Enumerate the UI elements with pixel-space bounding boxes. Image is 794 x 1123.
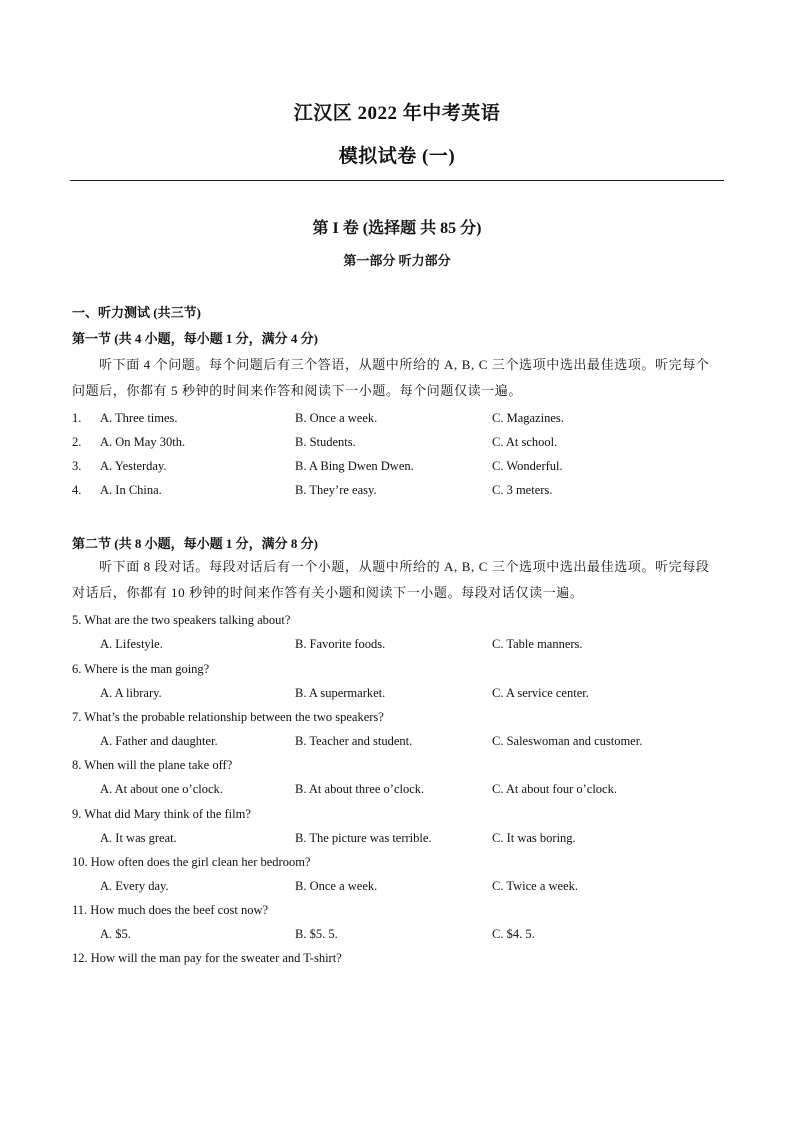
- option-c: C. A service center.: [492, 686, 589, 700]
- options-row: [72, 782, 732, 806]
- options-row: [72, 686, 732, 710]
- question-row: [72, 411, 732, 435]
- option-c: C. 3 meters.: [492, 483, 553, 497]
- option-b: B. Once a week.: [295, 879, 378, 893]
- option-a: A. At about one o’clock.: [100, 782, 223, 796]
- question-stem: 11. How much does the beef cost now?: [72, 903, 269, 917]
- option-b: B. They’re easy.: [295, 483, 377, 497]
- question-stem: 9. What did Mary think of the film?: [72, 807, 251, 821]
- option-c: C. Table manners.: [492, 637, 583, 651]
- options-row: [72, 637, 732, 661]
- part-title: 第一部分 听力部分: [343, 253, 451, 268]
- option-c: C. Saleswoman and customer.: [492, 734, 643, 748]
- question-number: 4.: [72, 483, 82, 497]
- question-stem: 5. What are the two speakers talking about?: [72, 613, 291, 627]
- exam-title-line2: 模拟试卷 (一): [338, 146, 456, 167]
- option-b: B. $5. 5.: [295, 927, 338, 941]
- option-b: B. The picture was terrible.: [295, 831, 432, 845]
- question-stem: 7. What’s the probable relationship between the two speakers?: [72, 710, 384, 724]
- option-a: A. In China.: [100, 483, 162, 497]
- section2-instructions: 听下面 8 段对话。每段对话后有一个小题，从题中所给的 A, B, C 三个选项中选出最佳选项。听完每段对话后，你都有 10 秒钟的时间来作答有关小题和阅读下一小题。每段对话仅读一遍。: [72, 559, 710, 600]
- options-row: [72, 927, 732, 951]
- options-row: [72, 734, 732, 758]
- exam-title-line1: 江汉区 2022 年中考英语: [293, 103, 501, 124]
- options-row: [72, 879, 732, 903]
- title-divider: [70, 180, 724, 181]
- option-a: A. $5.: [100, 927, 131, 941]
- question-number: 2.: [72, 435, 82, 449]
- question-row: [72, 483, 732, 507]
- option-c: C. At school.: [492, 435, 558, 449]
- option-a: A. Three times.: [100, 411, 178, 425]
- section1-heading: 第一节 (共 4 小题，每小题 1 分，满分 4 分): [72, 331, 318, 346]
- option-a: A. It was great.: [100, 831, 177, 845]
- option-c: C. Twice a week.: [492, 879, 579, 893]
- option-a: A. Every day.: [100, 879, 169, 893]
- option-b: B. Once a week.: [295, 411, 378, 425]
- question-stem: 6. Where is the man going?: [72, 662, 210, 676]
- question-number: 1.: [72, 411, 82, 425]
- question-stem: 10. How often does the girl clean her bedroom?: [72, 855, 311, 869]
- option-b: B. Favorite foods.: [295, 637, 386, 651]
- question-row: [72, 459, 732, 483]
- option-a: A. Father and daughter.: [100, 734, 218, 748]
- option-c: C. $4. 5.: [492, 927, 535, 941]
- option-b: B. A supermarket.: [295, 686, 386, 700]
- option-a: A. A library.: [100, 686, 162, 700]
- question-stem: 8. When will the plane take off?: [72, 758, 233, 772]
- question-row: [72, 435, 732, 459]
- option-b: B. Teacher and student.: [295, 734, 413, 748]
- option-b: B. At about three o’clock.: [295, 782, 425, 796]
- question-stem: 12. How will the man pay for the sweater and T-shirt?: [72, 951, 342, 965]
- option-a: A. Lifestyle.: [100, 637, 163, 651]
- option-b: B. Students.: [295, 435, 356, 449]
- listening-heading: 一、听力测试 (共三节): [72, 305, 201, 320]
- options-row: [72, 831, 732, 855]
- option-b: B. A Bing Dwen Dwen.: [295, 459, 414, 473]
- volume-title: 第 I 卷 (选择题 共 85 分): [312, 220, 482, 237]
- question-number: 3.: [72, 459, 82, 473]
- option-c: C. Magazines.: [492, 411, 564, 425]
- option-a: A. On May 30th.: [100, 435, 186, 449]
- option-c: C. At about four o’clock.: [492, 782, 617, 796]
- option-c: C. It was boring.: [492, 831, 576, 845]
- section1-instructions: 听下面 4 个问题。每个问题后有三个答语，从题中所给的 A, B, C 三个选项中选出最佳选项。听完每个问题后，你都有 5 秒钟的时间来作答和阅读下一小题。每个问题仅读一遍。: [72, 357, 710, 398]
- option-c: C. Wonderful.: [492, 459, 563, 473]
- option-a: A. Yesterday.: [100, 459, 167, 473]
- section2-heading: 第二节 (共 8 小题，每小题 1 分，满分 8 分): [72, 536, 318, 551]
